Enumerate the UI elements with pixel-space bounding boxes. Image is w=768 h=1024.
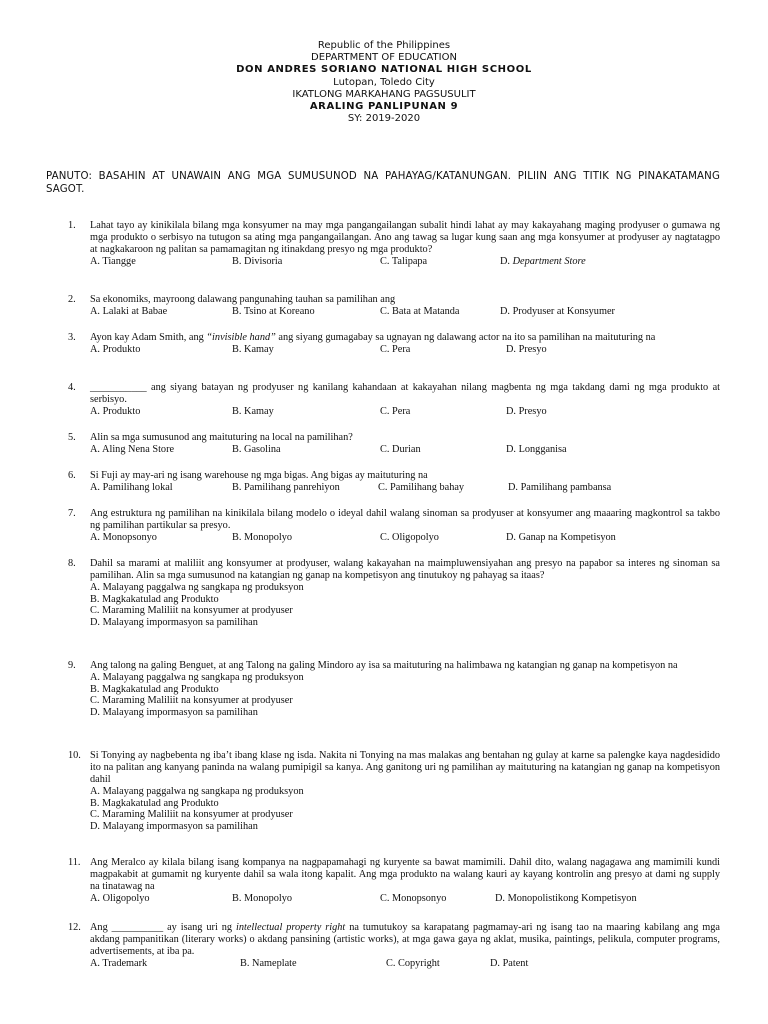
choice-b: B. Monopolyo (232, 532, 293, 543)
choice-a: A. Produkto (90, 406, 141, 417)
question-text: Dahil sa marami at maliliit ang konsyumer at prodyuser, walang kakayahan na maimpluwensiyahan ang presyo na papabor sa interes ng sinoman sa pamilihan. Alin sa mga sumusunod na katangian ng ganap na kompetisyon ang tinutukoy ng pahayag sa itaas? (90, 558, 720, 581)
choices (90, 532, 720, 544)
question-number: 8. (68, 558, 76, 569)
question-number: 12. (68, 922, 81, 933)
choice-a: A. Malayang paggalwa ng sangkapa ng produksyon (90, 672, 304, 683)
question-4 (68, 382, 720, 418)
question-text: Ang estruktura ng pamilihan na kinikilala bilang modelo o ideyal dahil walang sinoman sa prodyuser at konsyumer ang maaaring magkontrol sa takbo ng pamilihan partikular sa presyo. (90, 508, 720, 531)
exam-header (0, 40, 768, 125)
question-9 (68, 660, 720, 718)
choice-c: C. Talipapa (380, 256, 428, 267)
choices (90, 256, 720, 268)
republic-line: Republic of the Philippines (317, 40, 451, 51)
choice-a: A. Malayang paggalwa ng sangkapa ng produksyon (90, 786, 304, 797)
question-2 (68, 294, 720, 318)
choice-a: A. Produkto (90, 344, 141, 355)
choice-c: C. Maraming Maliliit na konsyumer at prodyuser (90, 605, 293, 617)
choice-c: C. Monopsonyo (380, 893, 447, 904)
question-12 (68, 922, 720, 970)
choice-d: D. Malayang impormasyon sa pamilihan (90, 820, 258, 832)
question-text: Ang Meralco ay kilala bilang isang kompanya na nagpapamahagi ng kuryente sa bawat mamimili. Dahil dito, walang nagagawa ang mamimili kundi magpakabit at gumamit ng kuryente dahil sa wala itong kapalit. Ang mga produkto na walang kauri ay kayang kontrolin ang presyo at dami ng supply na tinatawag na (90, 857, 720, 892)
question-number: 10. (68, 750, 81, 761)
choice-b: B. Tsino at Koreano (232, 306, 315, 317)
choice-b: B. Divisoria (232, 256, 283, 267)
subject-title: ARALING PANLIPUNAN 9 (309, 101, 459, 113)
school-year: SY: 2019-2020 (347, 113, 421, 125)
choice-d: D. Department Store (500, 256, 586, 267)
question-text: ___________ ang siyang batayan ng prodyuser ng kanilang kahandaan at kakayahan nilang magbenta ng mga takdang dami ng mga produkto at serbisyo. (90, 382, 720, 405)
question-8 (68, 558, 720, 628)
choices (90, 406, 720, 418)
choice-c: C. Bata at Matanda (380, 306, 460, 317)
question-number: 5. (68, 432, 76, 443)
choice-c: C. Copyright (386, 958, 440, 969)
choices (90, 958, 720, 970)
choice-b: B. Magkakatulad ang Produkto (90, 797, 219, 809)
choice-d: D. Longganisa (506, 444, 567, 455)
question-text: Sa ekonomiks, mayroong dalawang pangunahing tauhan sa pamilihan ang (90, 294, 396, 305)
question-number: 1. (68, 220, 76, 231)
choice-c: C. Durian (380, 444, 421, 455)
choices (90, 786, 720, 832)
choice-a: A. Aling Nena Store (90, 444, 175, 455)
question-number: 6. (68, 470, 76, 481)
choice-b: B. Magkakatulad ang Produkto (90, 593, 219, 605)
choice-d: D. Patent (490, 958, 529, 969)
choice-c: C. Maraming Maliliit na konsyumer at prodyuser (90, 695, 293, 707)
question-7 (68, 508, 720, 544)
choice-a: A. Pamilihang lokal (90, 482, 173, 493)
choice-b: B. Kamay (232, 344, 274, 355)
question-10 (68, 750, 720, 832)
question-number: 9. (68, 660, 76, 671)
choice-b: B. Nameplate (240, 958, 297, 969)
choice-d: D. Pamilihang pambansa (508, 482, 612, 493)
choice-d: D. Presyo (506, 406, 547, 417)
choice-a: A. Malayang paggalwa ng sangkapa ng produksyon (90, 582, 304, 593)
choice-d: D. Presyo (506, 344, 547, 355)
instructions: PANUTO: BASAHIN AT UNAWAIN ANG MGA SUMUSUNOD NA PAHAYAG/KATANUNGAN. PILIIN ANG TITIK NG PINAKATAMANG SAGOT. (46, 171, 720, 195)
choices (90, 582, 720, 628)
choice-a: A. Monopsonyo (90, 532, 157, 543)
choice-b: B. Pamilihang panrehiyon (232, 482, 340, 493)
question-11 (68, 857, 720, 905)
question-number: 7. (68, 508, 76, 519)
question-text: Ang talong na galing Benguet, at ang Talong na galing Mindoro ay isa sa maituturing na halimbawa ng katangian ng ganap na kompetisyon na (90, 660, 678, 671)
choice-d: D. Monopolistikong Kompetisyon (495, 893, 637, 904)
question-number: 3. (68, 332, 76, 343)
school-location: Lutopan, Toledo City (333, 76, 435, 88)
choice-c: C. Oligopolyo (380, 532, 439, 543)
choice-c: C. Pera (380, 344, 411, 355)
question-text: Alin sa mga sumusunod ang maituturing na local na pamilihan? (90, 432, 353, 443)
choices (90, 482, 720, 494)
choice-a: A. Tiangge (90, 256, 136, 267)
question-6 (68, 470, 720, 494)
choice-d: D. Malayang impormasyon sa pamilihan (90, 706, 258, 718)
choices (90, 306, 720, 318)
exam-title: IKATLONG MARKAHANG PAGSUSULIT (292, 88, 476, 100)
choice-a: A. Trademark (90, 958, 148, 969)
choice-c: C. Pera (380, 406, 411, 417)
choice-d: D. Malayang impormasyon sa pamilihan (90, 616, 258, 628)
question-number: 4. (68, 382, 76, 393)
choices (90, 893, 720, 905)
choice-c: C. Maraming Maliliit na konsyumer at prodyuser (90, 809, 293, 821)
question-text: Si Tonying ay nagbebenta ng iba’t ibang klase ng isda. Nakita ni Tonying na mas malakas ang bentahan ng gulay at karne sa palengke kaya nagdesidido ito na palitan ang kanyang paninda na walang pumipigil sa kanya. Ang ganitong uri ng pamilihan ay maituturing na katangian ng ganap na kompetisyon dahil (90, 750, 720, 785)
question-3 (68, 332, 720, 356)
question-number: 11. (68, 857, 81, 868)
question-text: Lahat tayo ay kinikilala bilang mga konsyumer na may mga pangangailangan subalit hindi lahat ay may kakayahang maging prodyuser o gumawa ng mga produkto o serbisyo na tutugon sa ating mga pangangailangan. Ano ang tawag sa lugar kung saan ang mga konsyumer at prodyuser ay nagtatagpo at nagkakaroon ng palitan sa pamamagitan ng itinakdang presyo ng mga produkto? (90, 220, 720, 255)
choice-b: B. Monopolyo (232, 893, 293, 904)
school-name: DON ANDRES SORIANO NATIONAL HIGH SCHOOL (236, 64, 532, 76)
question-text: Ang __________ ay isang uri ng intellectual property right na tumutukoy sa karapatang pagmamay-ari ng isang tao na maaring kabilang ang mga akdang pampanitikan (literary works) o akdang pansining (artistic works), at mga gawa gaya ng aklat, musika, paintings, pelikula, computer programs, advertisements, at iba pa. (90, 922, 720, 957)
question-1 (68, 220, 720, 268)
question-text: Ayon kay Adam Smith, ang “invisible hand” ang siyang gumagabay sa ugnayan ng dalawang actor na ito sa pamilihan na maituturing na (90, 332, 656, 343)
question-5 (68, 432, 720, 456)
choices (90, 444, 720, 456)
choice-d: D. Prodyuser at Konsyumer (500, 306, 615, 317)
choice-b: B. Magkakatulad ang Produkto (90, 683, 219, 695)
choices (90, 672, 720, 718)
choices (90, 344, 720, 356)
question-number: 2. (68, 294, 76, 305)
question-text: Si Fuji ay may-ari ng isang warehouse ng mga bigas. Ang bigas ay maituturing na (90, 470, 428, 481)
department-line: DEPARTMENT OF EDUCATION (311, 52, 457, 64)
choice-b: B. Gasolina (232, 444, 281, 455)
choice-a: A. Lalaki at Babae (90, 306, 168, 317)
choice-b: B. Kamay (232, 406, 274, 417)
choice-c: C. Pamilihang bahay (378, 482, 465, 493)
choice-a: A. Oligopolyo (90, 893, 150, 904)
choice-d: D. Ganap na Kompetisyon (506, 532, 616, 543)
